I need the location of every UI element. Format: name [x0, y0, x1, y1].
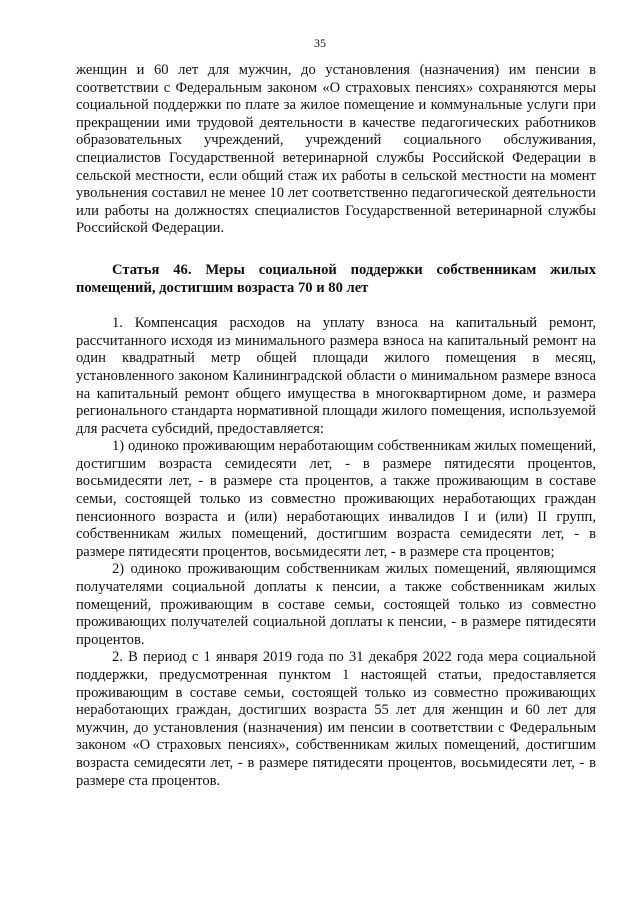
paragraph-continuation: женщин и 60 лет для мужчин, до установления (назначения) им пенсии в соответствии с Федеральным законом «О страховых пенсиях» сохраняются меры социальной поддержки по плате за жилое помещение и коммунальные услуги при прекращении ими трудовой деятельности в качестве педагогических работников образовательных учреждений, учреждений социального обслуживания, специалистов Государственной ветеринарной службы Российской Федерации в сельской местности, если общий стаж их работы в сельской местности на момент увольнения составил не менее 10 лет соответственно педагогической деятельности или работы на должностях специалистов Государственной ветеринарной службы Российской Федерации. — [76, 62, 596, 237]
page-number: 35 — [314, 36, 326, 50]
article-title: Статья 46. Меры социальной поддержки собственникам жилых помещений, достигшим возраста 70 и 80 лет — [76, 261, 596, 296]
paragraph-item-1: 1. Компенсация расходов на уплату взноса на капитальный ремонт, рассчитанного исходя из минимального размера взноса на капитальный ремонт на один квадратный метр общей площади жилого помещения в месяц, установленного законом Калининградской области о минимальном размере взноса на капитальный ремонт общего имущества в многоквартирном доме, и размера регионального стандарта нормативной площади жилого помещения, используемой для расчета субсидий, предоставляется: — [76, 315, 596, 437]
subitem-1-2: 2) одиноко проживающим собственникам жилых помещений, являющимся получателями социальной доплаты к пенсии, а также собственникам жилых помещений, проживающим в составе семьи, состоящей только из совместно проживающих получателей социальной доплаты к пенсии, - в размере пятидесяти процентов. — [76, 561, 596, 648]
subitem-1-1: 1) одиноко проживающим неработающим собственникам жилых помещений, достигшим возраста семидесяти лет, - в размере пятидесяти процентов, восьмидесяти лет, - в размере ста процентов, а также проживающим в составе семьи, состоящей только из совместно проживающих неработающих граждан пенсионного возраста и (или) неработающих инвалидов I и (или) II групп, собственникам жилых помещений, достигшим возраста семидесяти лет, - в размере пятидесяти процентов, восьмидесяти лет, - в размере ста процентов; — [76, 438, 596, 560]
paragraph-item-2: 2. В период с 1 января 2019 года по 31 декабря 2022 года мера социальной поддержки, предусмотренная пунктом 1 настоящей статьи, предоставляется проживающим в составе семьи, состоящей только из совместно проживающих неработающих граждан, достигших возраста 55 лет для женщин и 60 лет для мужчин, до установления (назначения) им пенсии в соответствии с Федеральным законом «О страховых пенсиях», собственникам жилых помещений, достигшим возраста семидесяти лет, - в размере пятидесяти процентов, восьмидесяти лет, - в размере ста процентов. — [76, 649, 596, 789]
document-body — [76, 62, 596, 790]
